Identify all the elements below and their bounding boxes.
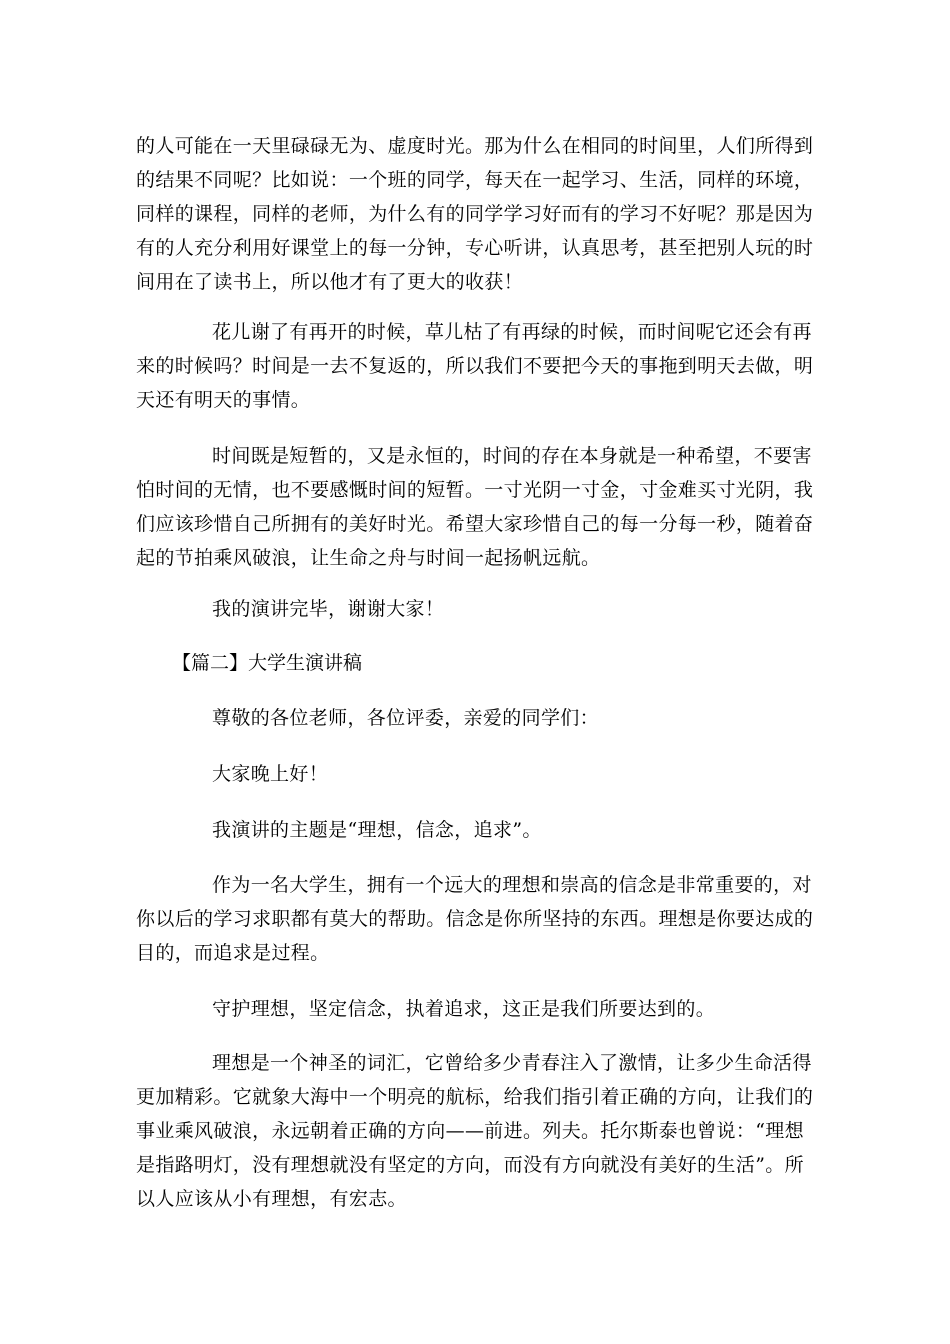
paragraph-line: 来的时候吗？时间是一去不复返的，所以我们不要把今天的事拖到明天去做，明 <box>136 355 814 377</box>
paragraph-guard-ideals <box>136 992 814 1026</box>
paragraph-time-eternal <box>136 439 814 575</box>
paragraph-line: 的人可能在一天里碌碌无为、虚度时光。那为什么在相同的时间里，人们所得到 <box>136 135 814 157</box>
paragraph-line: 有的人充分利用好课堂上的每一分钟，专心听讲，认真思考，甚至把别人玩的时 <box>136 237 814 259</box>
paragraph-line: 目的，而追求是过程。 <box>136 942 330 964</box>
section-heading: 【篇二】大学生演讲稿 <box>172 652 363 674</box>
paragraph-line: 以人应该从小有理想，有宏志。 <box>136 1188 407 1210</box>
paragraph-line: 们应该珍惜自己所拥有的美好时光。希望大家珍惜自己的每一分每一秒，随着奋 <box>136 513 814 535</box>
paragraph-ideal-sacred <box>136 1046 814 1216</box>
paragraph-line: 我演讲的主题是“理想，信念，追求”。 <box>212 819 542 841</box>
paragraph-line: 同样的课程，同样的老师，为什么有的同学学习好而有的学习不好呢？那是因为 <box>136 203 814 225</box>
paragraph-line: 更加精彩。它就象大海中一个明亮的航标，给我们指引着正确的方向，让我们的 <box>136 1086 814 1108</box>
paragraph-line: 起的节拍乘风破浪，让生命之舟与时间一起扬帆远航。 <box>136 547 601 569</box>
paragraph-line: 间用在了读书上，所以他才有了更大的收获！ <box>136 271 524 293</box>
paragraph-flowers <box>136 315 814 417</box>
paragraph-line: 的结果不同呢？比如说：一个班的同学，每天在一起学习、生活，同样的环境， <box>136 169 814 191</box>
paragraph-line: 花儿谢了有再开的时候，草儿枯了有再绿的时候，而时间呢它还会有再 <box>212 321 812 343</box>
paragraph-line: 时间既是短暂的，又是永恒的，时间的存在本身就是一种希望，不要害 <box>212 445 812 467</box>
paragraph-greeting <box>136 757 814 791</box>
paragraph-line: 作为一名大学生，拥有一个远大的理想和崇高的信念是非常重要的，对 <box>212 874 812 896</box>
paragraph-topic <box>136 813 814 847</box>
paragraph-line: 我的演讲完毕，谢谢大家！ <box>212 598 445 620</box>
paragraph-line: 理想是一个神圣的词汇，它曾给多少青春注入了激情，让多少生命活得 <box>212 1052 812 1074</box>
paragraph-line: 尊敬的各位老师，各位评委，亲爱的同学们： <box>212 707 600 729</box>
paragraph-salutation <box>136 701 814 735</box>
paragraph-line: 天还有明天的事情。 <box>136 389 311 411</box>
paragraph-line: 守护理想，坚定信念，执着追求，这正是我们所要达到的。 <box>212 998 716 1020</box>
paragraph-line: 你以后的学习求职都有莫大的帮助。信念是你所坚持的东西。理想是你要达成的 <box>136 908 814 930</box>
paragraph-line: 事业乘风破浪，永远朝着正确的方向——前进。列夫。托尔斯泰也曾说：“理想 <box>136 1120 804 1142</box>
paragraph-line: 怕时间的无情，也不要感慨时间的短暂。一寸光阴一寸金，寸金难买寸光阴，我 <box>136 479 814 501</box>
paragraph-closing <box>136 592 814 626</box>
paragraph-college-student <box>136 868 814 970</box>
paragraph-time-results <box>136 129 814 299</box>
paragraph-line: 是指路明灯，没有理想就没有坚定的方向，而没有方向就没有美好的生活”。所 <box>136 1154 804 1176</box>
paragraph-line: 大家晚上好！ <box>212 763 329 785</box>
